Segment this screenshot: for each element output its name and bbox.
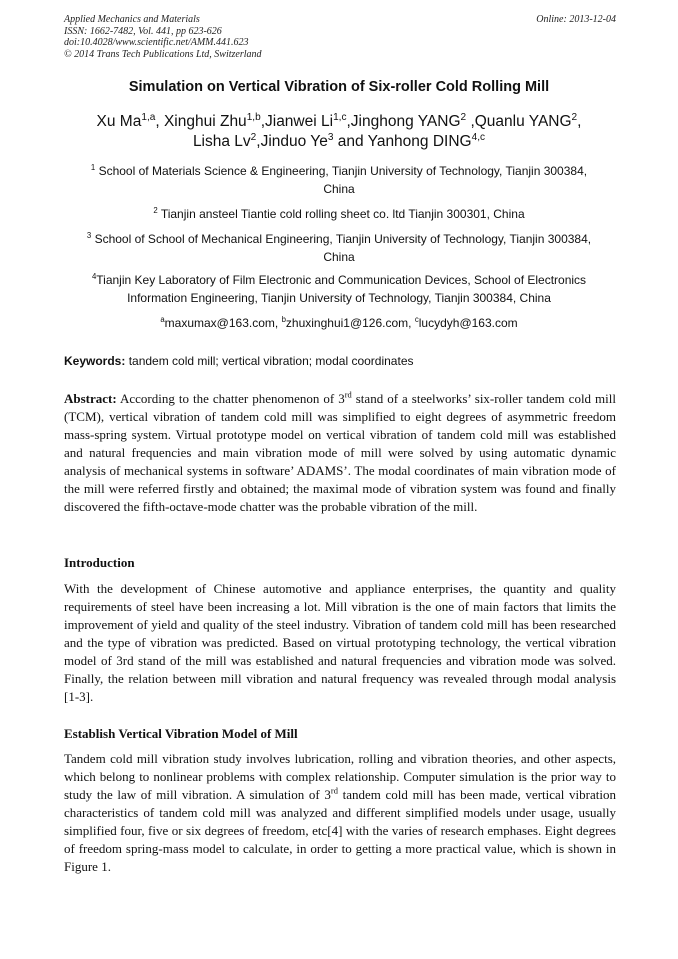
affiliation-text: Tianjin ansteel Tiantie cold rolling sheet co. ltd Tianjin 300301, China	[157, 207, 525, 221]
email-address[interactable]: lucydyh@163.com	[418, 316, 518, 330]
copyright-line: © 2014 Trans Tech Publications Ltd, Switzerland	[64, 48, 262, 60]
author-name: Lisha Lv	[192, 133, 251, 150]
author-name: and Yanhong DING	[333, 133, 472, 150]
introduction-paragraph: With the development of Chinese automotive and appliance enterprises, the quantity and quality requirements of steel have been increasing a lot. Mill vibration is the one of main factors that limits the improvement of yield and quality of the steel industry. Vibration of tandem cold mill has been researched and the type of vibration was predicted. Based on virtual prototyping technology, the vertical vibration model of 3rd stand of the mill was established and natural frequencies and vibration mode was solved. Finally, the relation between mill vibration and natural frequency was revealed through modal analysis [1-3].	[64, 581, 616, 704]
author-name: Xu Ma	[96, 113, 142, 130]
keywords	[64, 354, 616, 368]
affiliation-mark: 1	[90, 163, 96, 172]
model-paragraph	[64, 750, 616, 876]
ordinal-suffix: rd	[330, 785, 338, 796]
paragraph-text: Tandem cold mill vibration study involves lubrication, rolling and vibration theories, and other aspects, which belong to nonlinear problems with complex relationship. Computer simulation is the prior way to study the law of mill vibration. A simulation of 3	[64, 751, 616, 802]
affiliation-text: School of School of Mechanical Engineering, Tianjin University of Technology, Tianjin 300384,	[91, 232, 592, 246]
author-affiliation-mark: 2	[571, 111, 578, 123]
author-affiliation-mark: 2	[250, 131, 257, 143]
affiliation-text: China	[323, 250, 355, 264]
author-name: ,Jinghong YANG	[346, 113, 461, 130]
author-affiliation-mark: 1,b	[246, 111, 261, 123]
affiliation-text: School of Materials Science & Engineering, Tianjin University of Technology, Tianjin 300384,	[95, 164, 588, 178]
affiliation-text: Tianjin Key Laboratory of Film Electronic and Communication Devices, School of Electronics	[96, 273, 587, 287]
affiliation-2	[60, 205, 618, 223]
keywords-text: tandem cold mill; vertical vibration; modal coordinates	[125, 354, 414, 368]
section-heading-model: Establish Vertical Vibration Model of Mill	[64, 726, 298, 741]
author-name: ,Jinduo Ye	[256, 133, 328, 150]
journal-header	[64, 14, 616, 60]
section-heading-introduction: Introduction	[64, 555, 135, 570]
author-affiliation-mark: 1,a	[141, 111, 156, 123]
paper-title: Simulation on Vertical Vibration of Six-roller Cold Rolling Mill	[128, 79, 550, 95]
author-name: ,Jianwei Li	[260, 113, 334, 130]
journal-name: Applied Mechanics and Materials	[64, 14, 200, 25]
affiliation-mark: 2	[153, 206, 158, 215]
affiliation-mark: 4	[91, 272, 97, 281]
keywords-label: Keywords:	[64, 354, 126, 368]
author-affiliation-mark: 4,c	[471, 131, 486, 143]
abstract	[64, 390, 616, 516]
affiliation-3	[60, 230, 618, 266]
affiliation-text: China	[323, 182, 355, 196]
abstract-label: Abstract:	[64, 391, 117, 406]
email-list	[60, 314, 618, 332]
author-list	[0, 112, 678, 152]
author-separator: ,	[577, 113, 582, 130]
author-affiliation-mark: 3	[327, 131, 334, 143]
issn-line: ISSN: 1662-7482, Vol. 441, pp 623-626	[64, 25, 222, 37]
email-mark: b	[281, 315, 286, 324]
abstract-text: stand of a steelworks’ six-roller tandem cold mill (TCM), vertical vibration of tandem cold mill was simplified to eight degrees of asymmetric freedom mass-spring system. Virtual prototype model on vertical vibration of tandem cold mill was established and natural frequencies and main vibration mode of mill were solved by using automatic dynamic analysis of mechanical systems in software’ ADAMS’. The modal coordinates of main vibration mode of the mill were referred firstly and obtained; the maximal mode of vibration system was found and finally discovered the fifth-octave-mode chatter was the probable vibration of the mill.	[64, 391, 616, 514]
email-mark: c	[414, 315, 419, 324]
paragraph-text: tandem cold mill has been made, vertical vibration characteristics of tandem cold mill was analyzed and different simplified models under usage, usually simplified four, five or six degrees of freedom, etc[4] with the varies of research emphases. Eight degrees of freedom spring-mass model to calculate, in order to getting a more practical value, which is shown in Figure 1.	[64, 787, 616, 874]
author-affiliation-mark: 2	[460, 111, 467, 123]
email-address[interactable]: zhuxinghui1@126.com,	[285, 316, 415, 330]
author-affiliation-mark: 1,c	[333, 111, 347, 123]
author-name: ,Quanlu YANG	[466, 113, 572, 130]
affiliation-4	[60, 271, 618, 307]
email-mark: a	[160, 315, 165, 324]
email-address[interactable]: maxumax@163.com,	[164, 316, 282, 330]
affiliation-text: Information Engineering, Tianjin University of Technology, Tianjin 300384, China	[127, 291, 551, 305]
ordinal-suffix: rd	[344, 389, 352, 400]
author-name: , Xinghui Zhu	[155, 113, 247, 130]
online-date: Online: 2013-12-04	[536, 14, 616, 25]
affiliation-mark: 3	[86, 231, 92, 240]
abstract-text: According to the chatter phenomenon of 3	[116, 391, 345, 406]
doi-line: doi:10.4028/www.scientific.net/AMM.441.623	[64, 37, 249, 48]
affiliation-1	[60, 162, 618, 198]
